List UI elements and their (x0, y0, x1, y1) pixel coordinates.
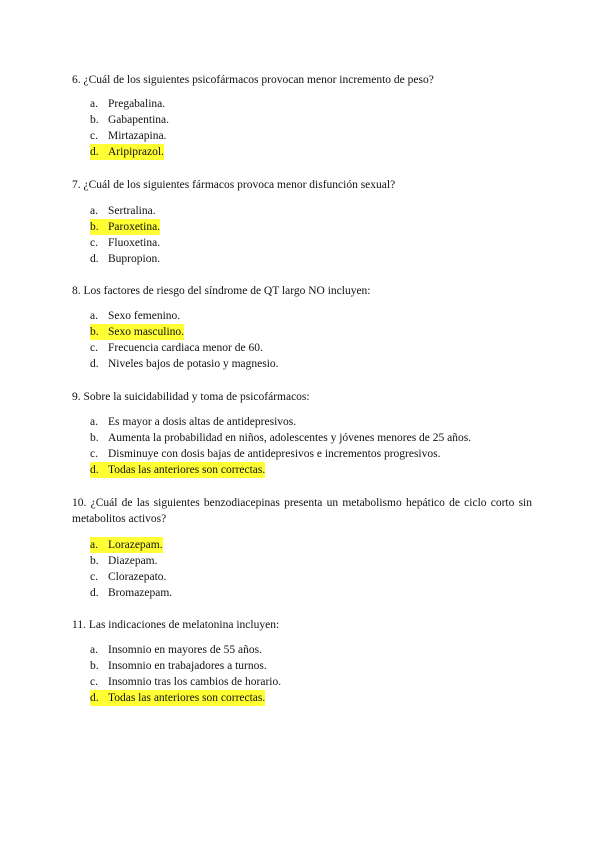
question-7: 7. ¿Cuál de los siguientes fármacos provoca menor disfunción sexual? a. Sertralina. b. Paroxetina. c. Fluoxetina. d. Bupropion. (72, 177, 532, 193)
question-10: 10. ¿Cuál de las siguientes benzodiacepinas presenta un metabolismo hepático de ciclo corto sin metabolitos activos? a. Lorazepam. b. Diazepam. c. Clorazepato. d. Bromazepam. (72, 497, 532, 599)
question-text: 10. ¿Cuál de las siguientes benzodiacepinas presenta un metabolismo hepático de ciclo corto sin metabolitos activos? (72, 497, 532, 525)
question-text: 9. Sobre la suicidabilidad y toma de psicofármacos: (72, 391, 310, 403)
question-11: 11. Las indicaciones de melatonina incluyen: a. Insomnio en mayores de 55 años. b. Insomnio en trabajadores a turnos. c. Insomnio tras los cambios de horario. d. Todas las anteriores son correctas. (72, 617, 532, 633)
question-9: 9. Sobre la suicidabilidad y toma de psicofármacos: a. Es mayor a dosis altas de antidepresivos. b. Aumenta la probabilidad en niños, adolescentes y jóvenes menores de 25 años. c. Disminuye con dosis bajas de antidepresivos e incrementos progresivos. d. Todas las anteriores son correctas. (72, 389, 532, 405)
question-text: 11. Las indicaciones de melatonina incluyen: (72, 619, 280, 631)
question-text: 6. ¿Cuál de los siguientes psicofármacos provocan menor incremento de peso? (72, 74, 434, 86)
question-8: 8. Los factores de riesgo del síndrome de QT largo NO incluyen: a. Sexo femenino. b. Sexo masculino. c. Frecuencia cardiaca menor de 60. d. Niveles bajos de potasio y magnesio. (72, 283, 532, 299)
question-text: 8. Los factores de riesgo del síndrome de QT largo NO incluyen: (72, 285, 371, 297)
question-6: 6. ¿Cuál de los siguientes psicofármacos provocan menor incremento de peso? a. Pregabalina. b. Gabapentina. c. Mirtazapina. d. Aripiprazol. (72, 72, 532, 88)
question-text: 7. ¿Cuál de los siguientes fármacos provoca menor disfunción sexual? (72, 179, 396, 191)
